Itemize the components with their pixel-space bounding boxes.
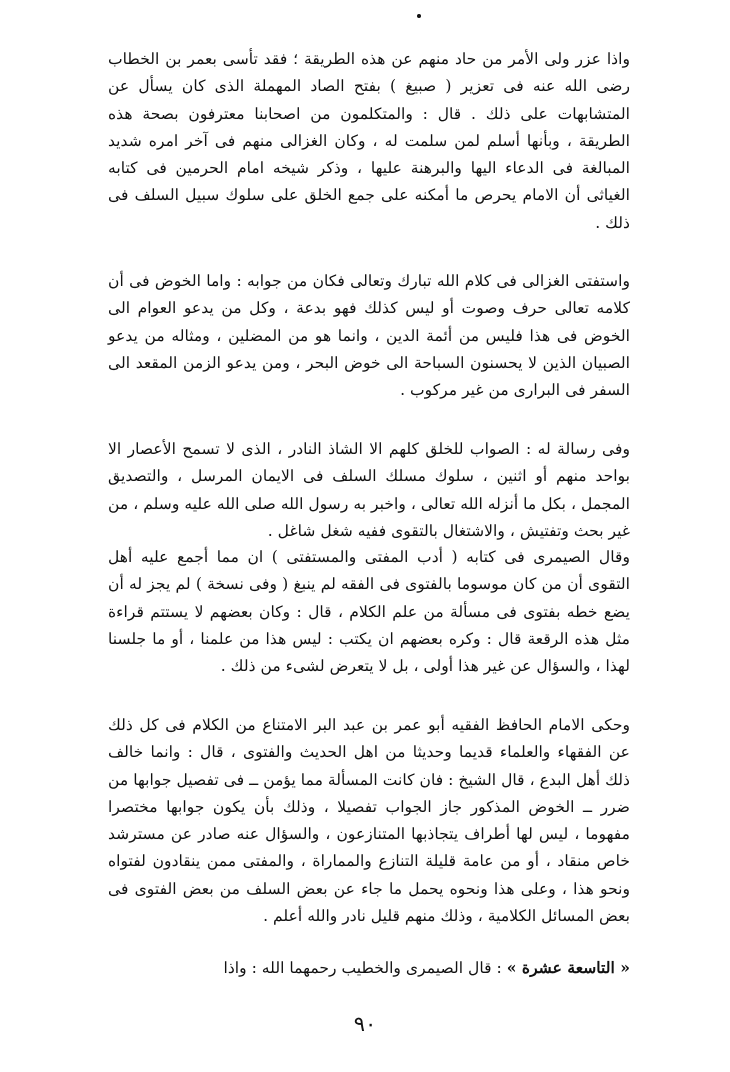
section-start-line (108, 954, 630, 982)
section-start-text: : قال الصيمرى والخطيب رحمهما الله : واذا (223, 959, 502, 977)
paragraph-2: واستفتى الغزالى فى كلام الله تبارك وتعالى فكان من جوابه : واما الخوض فى أن كلامه تعالى حرف وصوت أو ليس كذلك فهو بدعة ، وكل من يدعو العوام الى الخوض فى هذا فليس من أئمة الدين ، وانما هو من المضلين ، ومثاله من يدعو الصبيان الذين لا يحسنون السباحة الى خوض البحر ، ومن يدعو الزمن المقعد الى السفر فى البرارى من غير مركوب . (108, 272, 630, 400)
section-heading: « التاسعة عشرة » (506, 958, 630, 977)
paragraph-3: وفى رسالة له : الصواب للخلق كلهم الا الشاذ النادر ، الذى لا تسمح الأعصار الا بواحد منهم أو اثنين ، سلوك مسلك السلف فى الايمان المرسل ، والتصديق المجمل ، بكل ما أنزله الله تعالى ، واخبر به رسول الله صلى الله عليه وسلم ، من غير بحث وتفتيش ، والاشتغال بالتقوى ففيه شغل شاغل . (108, 440, 630, 540)
page-number: ٩٠ (353, 1012, 377, 1036)
top-dot-mark (417, 14, 421, 18)
paragraph-4: وقال الصيمرى فى كتابه ( أدب المفتى والمستفتى ) ان مما أجمع عليه أهل التقوى أن من كان موسوما بالفتوى فى الفقه لم ينبغ ( وفى نسخة ) لم يجز له أن يضع خطه بفتوى فى مسألة من علم الكلام ، قال : وكان بعضهم لا يستتم قراءة مثل هذه الرقعة قال : وكره بعضهم ان يكتب : ليس هذا من علمنا ، أو ما جلسنا لهذا ، والسؤال عن غير هذا أولى ، بل لا يتعرض لشىء من ذلك . (108, 548, 630, 676)
paragraph-1: واذا عزر ولى الأمر من حاد منهم عن هذه الطريقة ؛ فقد تأسى بعمر بن الخطاب رضى الله عنه فى تعزير ( صبيغ ) بفتح الصاد المهملة الذى كان يسأل عن المتشابهات على ذلك . قال : والمتكلمون من اصحابنا معترفون بصحة هذه الطريقة ، وبأنها أسلم لمن سلمت له ، وكان الغزالى منهم فى آخر امره شديد المبالغة فى الدعاء اليها والبرهنة عليها ، وذكر شيخه امام الحرمين فى كتابه الغياثى أن الامام يحرص ما أمكنه على جمع الخلق على سلوك سبيل السلف فى ذلك . (108, 50, 630, 232)
paragraph-5: وحكى الامام الحافظ الفقيه أبو عمر بن عبد البر الامتناع من الكلام فى كل ذلك عن الفقهاء والعلماء قديما وحديثا من اهل الحديث والفتوى ، قال : وانما خالف ذلك أهل البدع ، قال الشيخ : فان كانت المسألة مما يؤمن ــ فى تفصيل جوابها من ضرر ــ الخوض المذكور جاز الجواب تفصيلا ، وذلك بأن يكون جوابها مختصرا مفهوما ، ليس لها أطراف يتجاذبها المتنازعون ، والسؤال عنه صادر عن مسترشد خاص منقاد ، أو من عامة قليلة التنازع والمماراة ، والمفتى ممن ينقادون لفتواه ونحو هذا ، وعلى هذا ونحوه يحمل ما جاء عن بعض السلف من بعض الفتوى فى بعض المسائل الكلامية ، وذلك منهم قليل نادر والله أعلم . (108, 716, 631, 926)
